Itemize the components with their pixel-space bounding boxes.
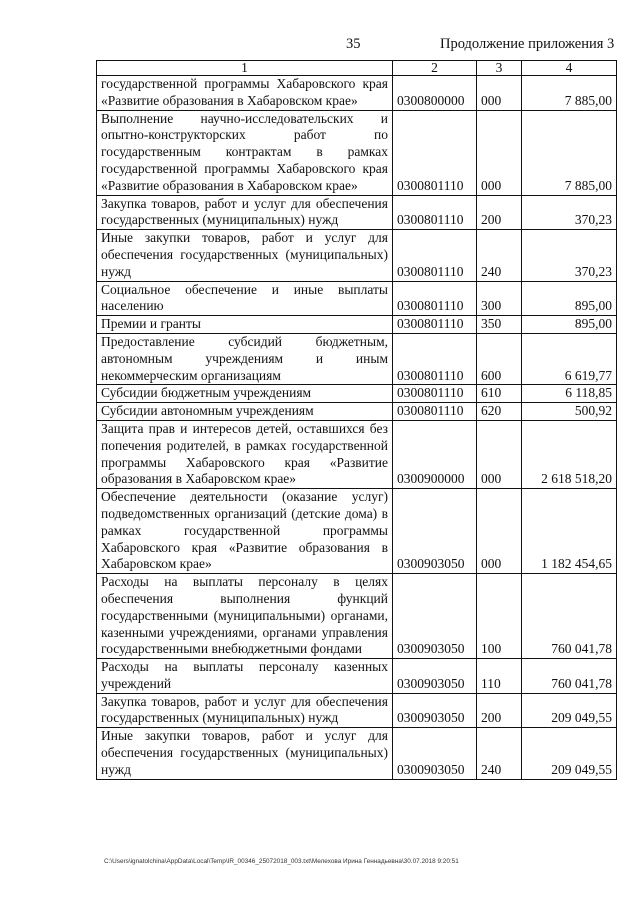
- row-amount-cell: 7 885,00: [522, 76, 617, 111]
- row-amount-cell: 895,00: [522, 316, 617, 334]
- table-row: [97, 110, 617, 195]
- row-name-cell: Премии и гранты: [97, 316, 393, 334]
- row-code-cell: 0300900000: [393, 420, 477, 488]
- row-amount-cell: 7 885,00: [522, 110, 617, 195]
- column-header: 3: [477, 61, 522, 76]
- row-name-cell: Расходы на выплаты персоналу казенных учреждений: [97, 659, 393, 694]
- row-code-cell: 0300801110: [393, 195, 477, 230]
- row-vr-cell: 350: [477, 316, 522, 334]
- row-vr-cell: 000: [477, 76, 522, 111]
- row-amount-cell: 209 049,55: [522, 693, 617, 728]
- row-name-cell: Расходы на выплаты персоналу в целях обеспечения выполнения функций государственными (муниципальными) органами, казенными учреждениями, органами управления государственными внебюджетными фондами: [97, 574, 393, 659]
- table-header-row: [97, 61, 617, 76]
- row-code-cell: 0300801110: [393, 333, 477, 384]
- table-row: [97, 403, 617, 421]
- row-name-cell: Иные закупки товаров, работ и услуг для обеспечения государственных (муниципальных) нужд: [97, 728, 393, 779]
- row-vr-cell: 100: [477, 574, 522, 659]
- continuation-title: Продолжение приложения 3: [440, 36, 615, 52]
- row-vr-cell: 110: [477, 659, 522, 694]
- row-vr-cell: 600: [477, 333, 522, 384]
- row-name-cell: Защита прав и интересов детей, оставшихся без попечения родителей, в рамках государственной программы Хабаровского края «Развитие образования в Хабаровском крае»: [97, 420, 393, 488]
- column-header: 4: [522, 61, 617, 76]
- row-code-cell: 0300903050: [393, 574, 477, 659]
- column-header: 1: [97, 61, 393, 76]
- row-code-cell: 0300801110: [393, 385, 477, 403]
- row-vr-cell: 610: [477, 385, 522, 403]
- footer-file-path: C:\Users\ignatolchina\AppData\Local\Temp\IR_00346_25072018_003.txt\Мелехова Ирина Геннадьевна\30.07.2018 9:20:51: [104, 858, 459, 865]
- page-number: 35: [346, 36, 361, 52]
- row-code-cell: 0300801110: [393, 110, 477, 195]
- row-code-cell: 0300800000: [393, 76, 477, 111]
- table-row: [97, 420, 617, 488]
- table-row: [97, 489, 617, 574]
- row-code-cell: 0300801110: [393, 403, 477, 421]
- row-amount-cell: 6 118,85: [522, 385, 617, 403]
- row-vr-cell: 200: [477, 195, 522, 230]
- row-code-cell: 0300801110: [393, 316, 477, 334]
- table-row: [97, 333, 617, 384]
- table-row: [97, 385, 617, 403]
- row-code-cell: 0300903050: [393, 659, 477, 694]
- row-name-cell: Иные закупки товаров, работ и услуг для обеспечения государственных (муниципальных) нужд: [97, 230, 393, 281]
- table-row: [97, 728, 617, 779]
- table-row: [97, 693, 617, 728]
- column-header: 2: [393, 61, 477, 76]
- row-name-cell: Закупка товаров, работ и услуг для обеспечения государственных (муниципальных) нужд: [97, 693, 393, 728]
- row-code-cell: 0300801110: [393, 281, 477, 316]
- table-row: [97, 316, 617, 334]
- row-amount-cell: 2 618 518,20: [522, 420, 617, 488]
- row-amount-cell: 500,92: [522, 403, 617, 421]
- row-amount-cell: 370,23: [522, 195, 617, 230]
- row-name-cell: Социальное обеспечение и иные выплаты населению: [97, 281, 393, 316]
- row-name-cell: Закупка товаров, работ и услуг для обеспечения государственных (муниципальных) нужд: [97, 195, 393, 230]
- row-vr-cell: 200: [477, 693, 522, 728]
- row-amount-cell: 209 049,55: [522, 728, 617, 779]
- row-code-cell: 0300903050: [393, 489, 477, 574]
- row-amount-cell: 760 041,78: [522, 574, 617, 659]
- row-vr-cell: 240: [477, 230, 522, 281]
- row-code-cell: 0300903050: [393, 728, 477, 779]
- row-vr-cell: 300: [477, 281, 522, 316]
- row-vr-cell: 000: [477, 420, 522, 488]
- row-name-cell: Выполнение научно-исследовательских и опытно-конструкторских работ по государственным контрактам в рамках государственной программы Хабаровского края «Развитие образования в Хабаровском крае»: [97, 110, 393, 195]
- row-vr-cell: 240: [477, 728, 522, 779]
- row-amount-cell: 6 619,77: [522, 333, 617, 384]
- table-row: [97, 195, 617, 230]
- row-vr-cell: 620: [477, 403, 522, 421]
- row-amount-cell: 370,23: [522, 230, 617, 281]
- row-name-cell: Обеспечение деятельности (оказание услуг) подведомственных организаций (детские дома) в рамках государственной программы Хабаровского края «Развитие образования в Хабаровском крае»: [97, 489, 393, 574]
- table-row: [97, 76, 617, 111]
- row-name-cell: Субсидии бюджетным учреждениям: [97, 385, 393, 403]
- row-name-cell: Субсидии автономным учреждениям: [97, 403, 393, 421]
- table-row: [97, 230, 617, 281]
- table-row: [97, 281, 617, 316]
- row-vr-cell: 000: [477, 489, 522, 574]
- row-amount-cell: 760 041,78: [522, 659, 617, 694]
- row-code-cell: 0300903050: [393, 693, 477, 728]
- row-name-cell: государственной программы Хабаровского края «Развитие образования в Хабаровском крае»: [97, 76, 393, 111]
- table-row: [97, 659, 617, 694]
- row-amount-cell: 1 182 454,65: [522, 489, 617, 574]
- row-name-cell: Предоставление субсидий бюджетным, автономным учреждениям и иным некоммерческим организациям: [97, 333, 393, 384]
- row-vr-cell: 000: [477, 110, 522, 195]
- row-code-cell: 0300801110: [393, 230, 477, 281]
- budget-table: [96, 60, 617, 780]
- table-row: [97, 574, 617, 659]
- row-amount-cell: 895,00: [522, 281, 617, 316]
